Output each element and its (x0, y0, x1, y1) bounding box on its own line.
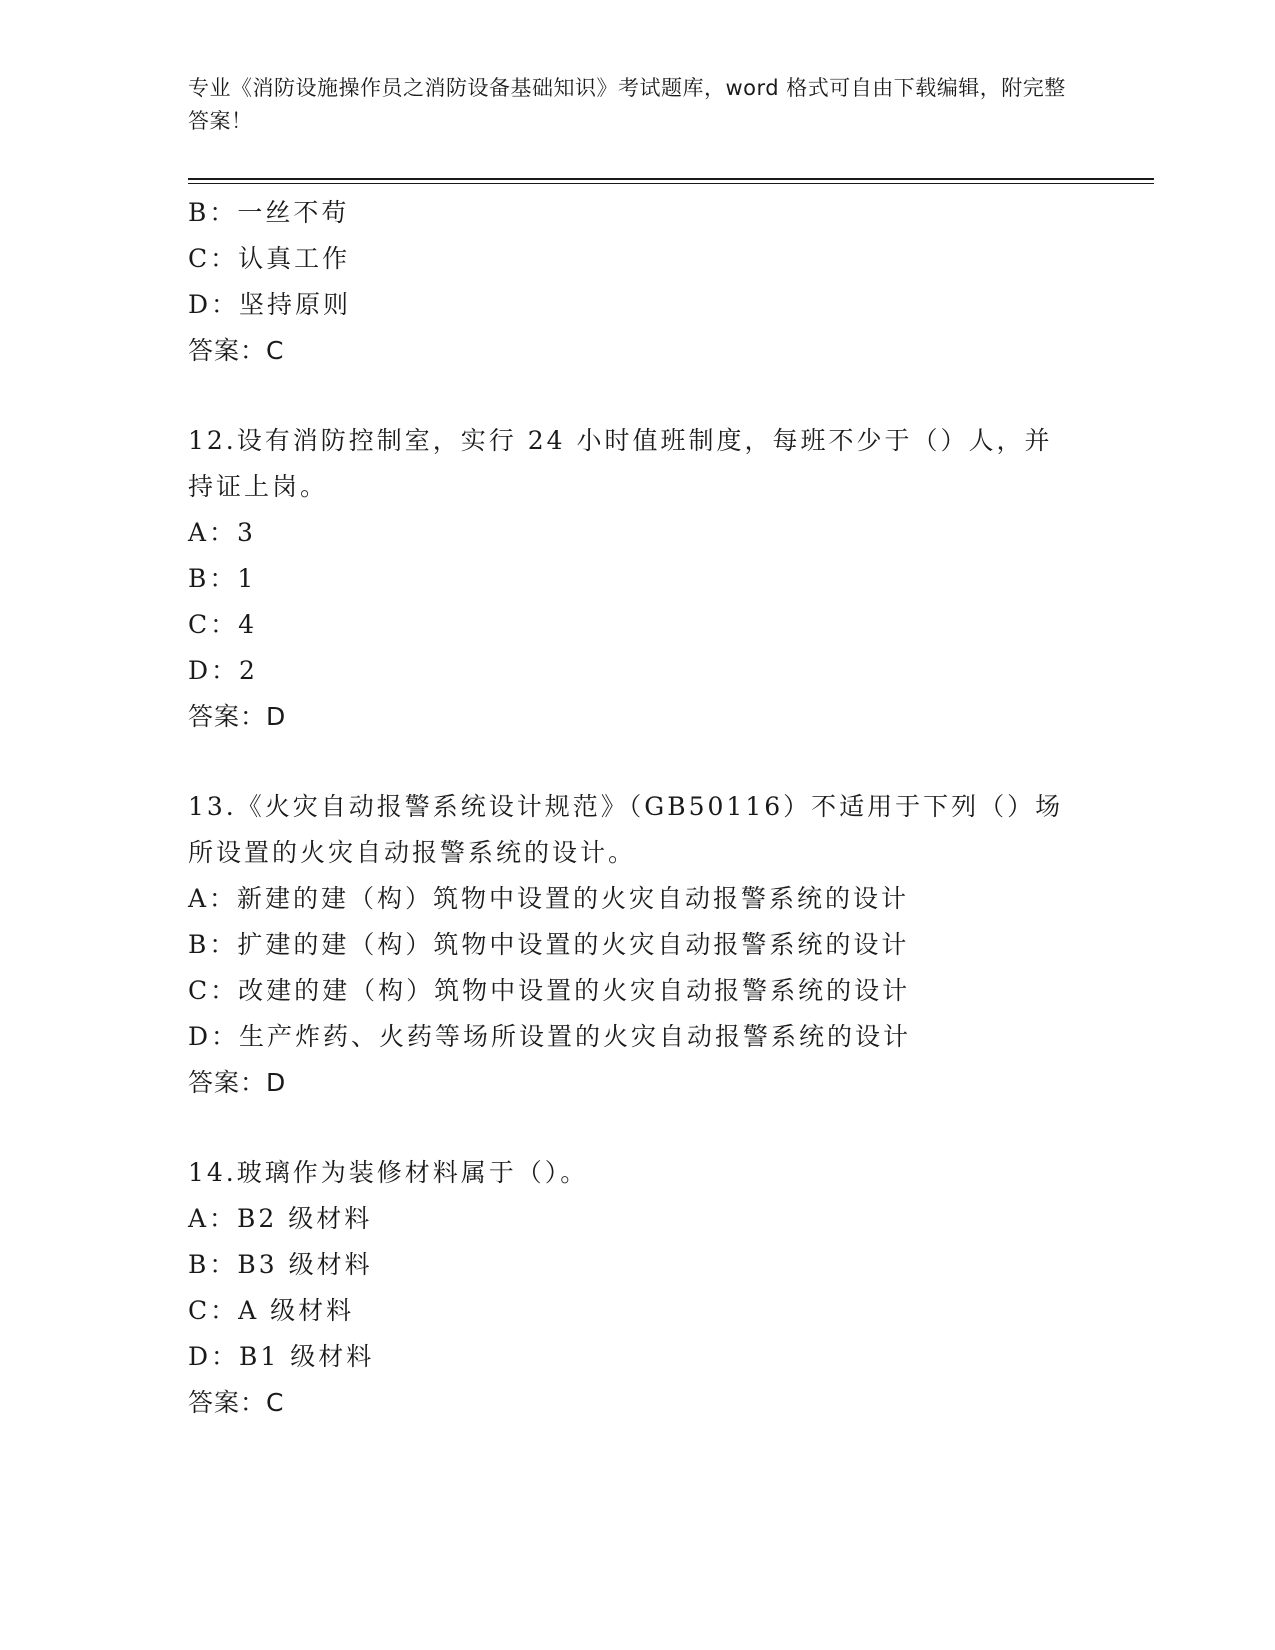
option-a: A：3 (188, 518, 256, 547)
question-text: 12.设有消防控制室，实行 24 小时值班制度，每班不少于（）人，并持证上岗。 (188, 426, 1053, 501)
option-a: A：新建的建（构）筑物中设置的火灾自动报警系统的设计 (188, 884, 910, 913)
option-d: D：B1 级材料 (188, 1342, 375, 1371)
option-b: B：1 (188, 564, 257, 593)
answer-line: 答案：C (188, 1388, 285, 1417)
option-d: D：生产炸药、火药等场所设置的火灾自动报警系统的设计 (188, 1022, 912, 1051)
option-c: C：A 级材料 (188, 1296, 355, 1325)
question-text: 14.玻璃作为装修材料属于（）。 (188, 1158, 589, 1187)
header-rule-thin (188, 183, 1154, 184)
prev-question-block (188, 190, 1068, 374)
header-rule-thick (188, 178, 1154, 180)
answer-line: 答案：D (188, 1068, 287, 1097)
option-d: D：2 (188, 656, 258, 685)
option-d: D：坚持原则 (188, 290, 352, 319)
option-a: A：B2 级材料 (188, 1204, 373, 1233)
question-14 (188, 1150, 1068, 1426)
answer-line: 答案：C (188, 336, 285, 365)
question-12 (188, 418, 1068, 740)
document-body (188, 190, 1068, 1426)
document-header: 专业《消防设施操作员之消防设备基础知识》考试题库，word 格式可自由下载编辑，附完整答案！ (188, 76, 1066, 133)
question-13 (188, 784, 1068, 1106)
option-c: C：4 (188, 610, 258, 639)
option-b: B：B3 级材料 (188, 1250, 373, 1279)
answer-line: 答案：D (188, 702, 287, 731)
option-c: C：改建的建（构）筑物中设置的火灾自动报警系统的设计 (188, 976, 911, 1005)
option-c: C：认真工作 (188, 244, 351, 273)
question-text: 13.《火灾自动报警系统设计规范》（GB50116）不适用于下列（）场所设置的火灾自动报警系统的设计。 (188, 792, 1064, 867)
option-b: B：扩建的建（构）筑物中设置的火灾自动报警系统的设计 (188, 930, 910, 959)
option-b: B：一丝不苟 (188, 198, 350, 227)
